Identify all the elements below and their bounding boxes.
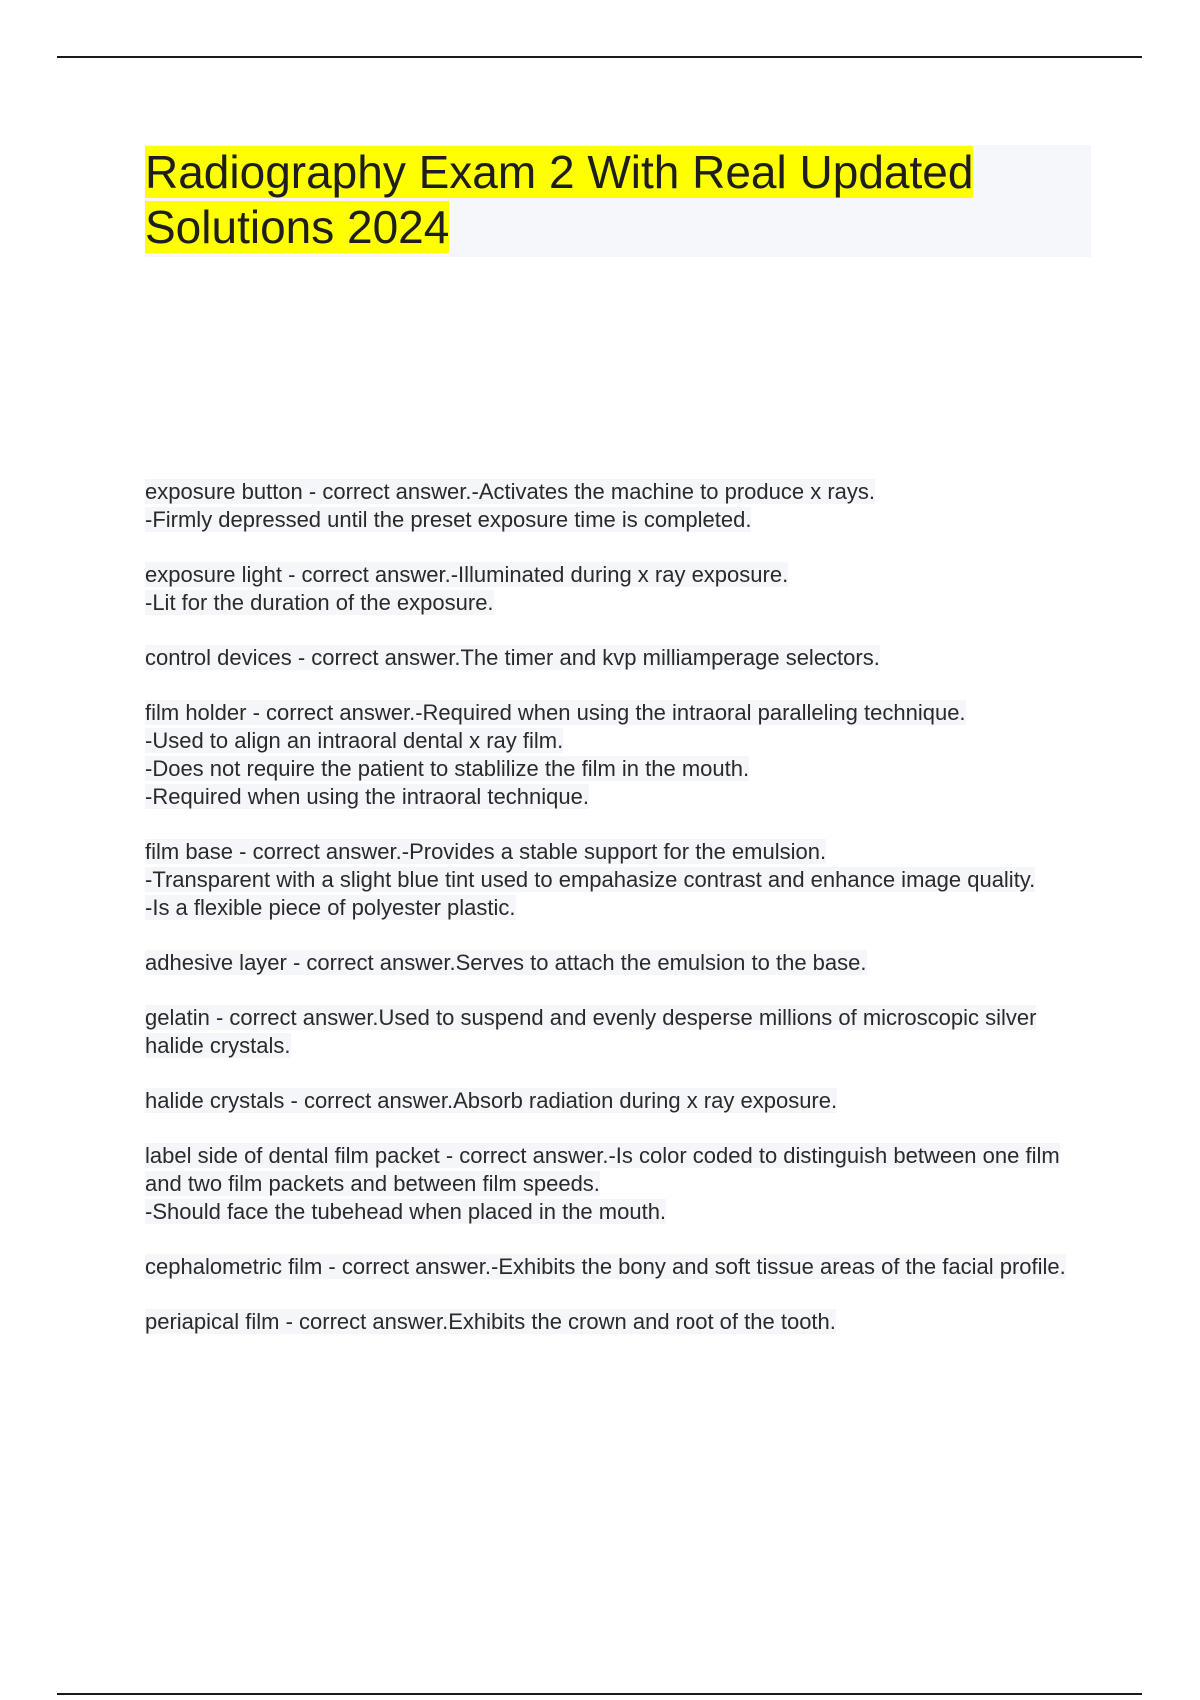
qa-line: -Required when using the intraoral technique. [145,784,589,809]
qa-entry-cephalometric-film [145,1253,1090,1281]
qa-entry-label-side [145,1142,1090,1226]
bottom-rule [57,1693,1142,1695]
qa-line: gelatin - correct answer.Used to suspend and evenly desperse millions of microscopic silver halide crystals. [145,1005,1037,1058]
qa-line: film holder - correct answer.-Required when using the intraoral paralleling technique. [145,700,966,725]
top-rule [57,56,1142,58]
qa-entry-adhesive-layer [145,949,1090,977]
qa-line: exposure light - correct answer.-Illuminated during x ray exposure. [145,562,789,587]
document-title [145,145,1091,255]
qa-entry-gelatin [145,1004,1090,1060]
qa-line: film base - correct answer.-Provides a stable support for the emulsion. [145,839,827,864]
qa-line: halide crystals - correct answer.Absorb radiation during x ray exposure. [145,1088,838,1113]
qa-entry-exposure-light [145,561,1090,617]
qa-line: cephalometric film - correct answer.-Exhibits the bony and soft tissue areas of the facial profile. [145,1254,1066,1279]
qa-line: -Is a flexible piece of polyester plastic. [145,895,516,920]
qa-line: -Lit for the duration of the exposure. [145,590,494,615]
qa-line: -Does not require the patient to stablilize the film in the mouth. [145,756,750,781]
qa-list [145,478,1090,1363]
qa-entry-periapical-film [145,1308,1090,1336]
title-block [145,145,1091,257]
qa-line: -Transparent with a slight blue tint used to empahasize contrast and enhance image quality. [145,867,1036,892]
qa-line: adhesive layer - correct answer.Serves to attach the emulsion to the base. [145,950,867,975]
qa-entry-film-holder [145,699,1090,811]
qa-line: -Used to align an intraoral dental x ray film. [145,728,564,753]
qa-entry-halide-crystals [145,1087,1090,1115]
qa-line: label side of dental film packet - correct answer.-Is color coded to distinguish between one film and two film packets and between film speeds. [145,1143,1060,1196]
qa-line: -Firmly depressed until the preset exposure time is completed. [145,507,752,532]
qa-line: periapical film - correct answer.Exhibits the crown and root of the tooth. [145,1309,836,1334]
qa-entry-control-devices [145,644,1090,672]
qa-line: control devices - correct answer.The timer and kvp milliamperage selectors. [145,645,880,670]
qa-line: exposure button - correct answer.-Activates the machine to produce x rays. [145,479,876,504]
qa-line: -Should face the tubehead when placed in the mouth. [145,1199,667,1224]
document-title-text: Radiography Exam 2 With Real Updated Solutions 2024 [145,146,974,253]
qa-entry-film-base [145,838,1090,922]
qa-entry-exposure-button [145,478,1090,534]
